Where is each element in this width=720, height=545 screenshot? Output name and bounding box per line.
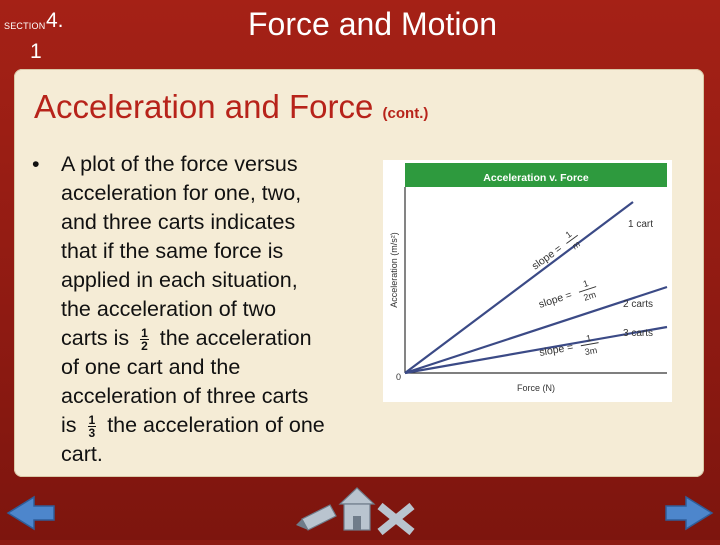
slope-label-three-carts (538, 332, 601, 365)
bullet-line: acceleration for one, two, (61, 181, 302, 205)
bullet-line (61, 411, 372, 440)
bullet-text-segment: is (61, 413, 77, 437)
chapter-title: Force and Motion (248, 6, 498, 42)
slope-denominator: 3m (583, 345, 598, 358)
slope-word: slope = (529, 242, 565, 273)
slope-word: slope = (538, 341, 575, 359)
y-axis-label: Acceleration (m/s²) (389, 232, 399, 308)
back-arrow-icon[interactable] (8, 497, 54, 529)
navigation-bar (0, 486, 720, 540)
bullet-line: that if the same force is (61, 239, 284, 263)
section-subnumber: 1 (30, 40, 42, 63)
bullet-text-segment: the acceleration of one (107, 413, 325, 437)
bullet-line: acceleration of three carts (61, 384, 309, 408)
figure-title: Acceleration v. Force (483, 172, 589, 184)
home-icon[interactable] (340, 488, 374, 530)
series-label-two-carts: 2 carts (623, 299, 654, 310)
fraction-denominator: 3 (88, 425, 96, 440)
bullet-line: of one cart and the (61, 355, 241, 379)
bullet-line: A plot of the force versus (61, 152, 298, 176)
slope-numerator: 1 (563, 228, 574, 241)
bullet-text (61, 150, 372, 469)
slope-label-one-cart (527, 226, 585, 277)
slope-word: slope = (537, 288, 574, 311)
fraction-numerator: 1 (141, 325, 148, 340)
close-icon[interactable] (380, 506, 412, 532)
fraction-denominator: 2 (141, 338, 148, 353)
forward-arrow-icon[interactable] (666, 497, 712, 529)
bullet-line: and three carts indicates (61, 210, 296, 234)
slide-title (34, 88, 428, 126)
slide-title-suffix: (cont.) (382, 105, 429, 122)
origin-label: 0 (395, 372, 401, 382)
line-one-cart (405, 202, 633, 373)
navigation-svg (0, 486, 720, 540)
series-label-one-cart: 1 cart (628, 219, 654, 230)
slope-denominator: m (570, 238, 583, 252)
bullet-line (61, 324, 372, 353)
figure-svg (383, 160, 672, 402)
section-label: SECTION (4, 21, 46, 31)
bullet-line: applied in each situation, (61, 268, 298, 292)
slide-title-text: Acceleration and Force (34, 88, 374, 125)
bullet-symbol: • (32, 152, 40, 176)
series-label-three-carts: 3 carts (623, 328, 654, 339)
bullet-line: cart. (61, 442, 103, 466)
bullet-line: the acceleration of two (61, 297, 277, 321)
bullet-text-segment: the acceleration (159, 326, 312, 350)
bullet-text-segment: carts is (61, 326, 130, 350)
slope-denominator: 2m (582, 289, 598, 303)
slope-numerator: 1 (585, 332, 593, 344)
fraction-numerator: 1 (88, 412, 96, 427)
bullet-point (32, 150, 372, 469)
slope-label-two-carts (536, 276, 600, 316)
slope-numerator: 1 (581, 278, 590, 290)
x-axis-label: Force (N) (517, 383, 555, 393)
acceleration-force-figure (383, 160, 672, 402)
fraction-one-half (140, 327, 149, 352)
section-number: 4. (46, 9, 64, 32)
fraction-one-third (88, 414, 97, 439)
pencil-icon[interactable] (296, 505, 336, 530)
